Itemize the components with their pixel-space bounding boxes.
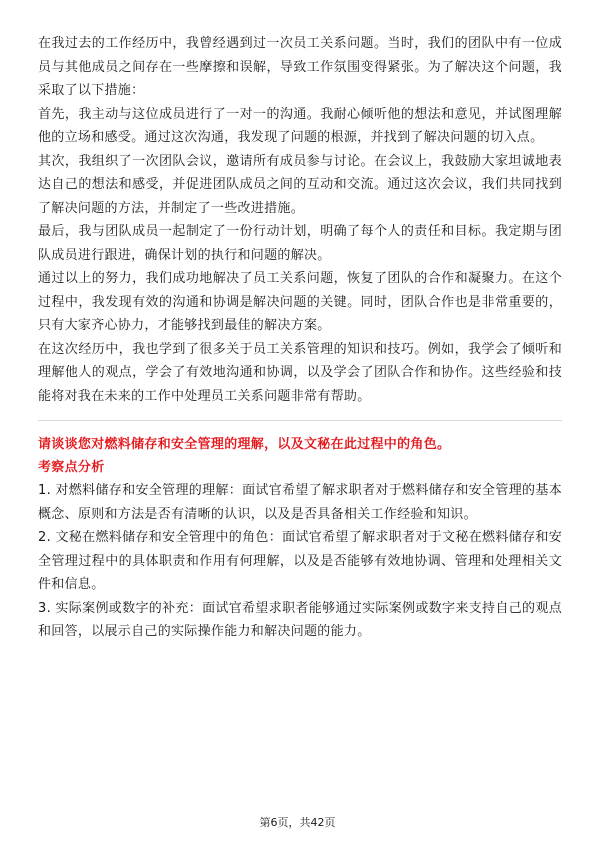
answer-paragraph-1: 在我过去的工作经历中，我曾经遇到过一次员工关系问题。当时，我们的团队中有一位成员与其他成员之间存在一些摩擦和误解，导致工作氛围变得紧张。为了解决这个问题，我采取了以下措施： [38,36,562,98]
analysis-point-1: 1. 对燃料储存和安全管理的理解：面试官希望了解求职者对于燃料储存和安全管理的基本概念、原则和方法是否有清晰的认识，以及是否具备相关工作经验和知识。 [38,483,562,522]
answer-paragraph-6: 在这次经历中，我也学到了很多关于员工关系管理的知识和技巧。例如，我学会了倾听和理解他人的观点，学会了有效地沟通和协调，以及学会了团队合作和协作。这些经验和技能将对我在未来的工作中处理员工关系问题非常有帮助。 [38,341,562,404]
answer-paragraph-5: 通过以上的努力，我们成功地解决了员工关系问题，恢复了团队的合作和凝聚力。在这个过程中，我发现有效的沟通和协调是解决问题的关键。同时，团队合作也是非常重要的，只有大家齐心协力，才能够找到最佳的解决方案。 [38,271,562,333]
answer-paragraph-4: 最后，我与团队成员一起制定了一份行动计划，明确了每个人的责任和目标。我定期与团队成员进行跟进，确保计划的执行和问题的解决。 [38,224,562,263]
question-heading: 请谈谈您对燃料储存和安全管理的理解，以及文秘在此过程中的角色。 [38,437,451,452]
answer-paragraph-2: 首先，我主动与这位成员进行了一对一的沟通。我耐心倾听他的想法和意见，并试图理解他的立场和感受。通过这次沟通，我发现了问题的根源，并找到了解决问题的切入点。 [38,106,562,145]
answer-paragraph-3: 其次，我组织了一次团队会议，邀请所有成员参与讨论。在会议上，我鼓励大家坦诚地表达自己的想法和感受，并促进团队成员之间的互动和交流。通过这次会议，我们共同找到了解决问题的方法，并制定了一些改进措施。 [38,153,562,216]
page-number-footer: 第6页，共42页 [259,816,336,829]
analysis-title: 考察点分析 [38,460,105,475]
analysis-point-2: 2. 文秘在燃料储存和安全管理中的角色：面试官希望了解求职者对于文秘在燃料储存和安全管理过程中的具体职责和作用有何理解，以及是否能够有效地协调、管理和处理相关文件和信息。 [38,530,562,592]
section-divider [38,420,562,421]
page-content [38,32,562,644]
analysis-point-3: 3. 实际案例或数字的补充：面试官希望求职者能够通过实际案例或数字来支持自己的观点和回答，以展示自己的实际操作能力和解决问题的能力。 [38,600,562,639]
